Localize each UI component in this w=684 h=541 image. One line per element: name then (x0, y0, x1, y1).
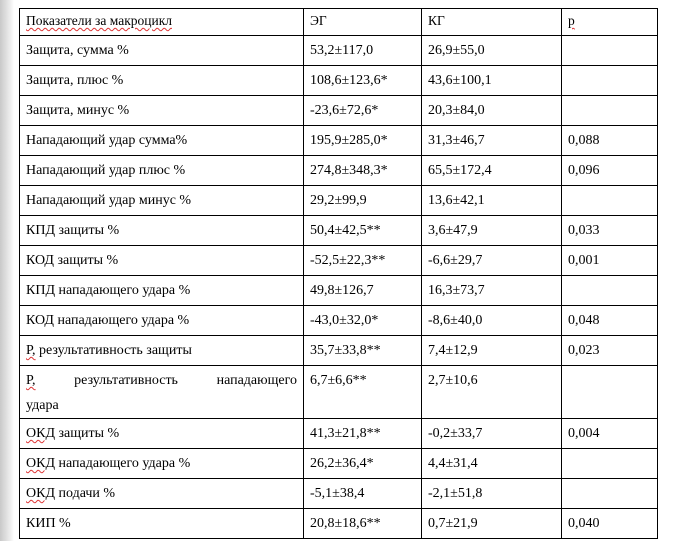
table-row (20, 96, 658, 126)
eg-value-cell: 274,8±348,3* (304, 156, 422, 186)
kg-value-cell: 3,6±47,9 (422, 216, 562, 246)
indicator-label: ОКД защиты % (26, 426, 120, 441)
indicator-cell (20, 276, 304, 306)
indicator-label: Защита, сумма % (26, 43, 129, 58)
indicator-label: ОКД подачи % (26, 486, 116, 501)
page-edge-shadow (0, 0, 14, 541)
indicator-cell (20, 509, 304, 539)
p-value-cell: 0,033 (562, 216, 658, 246)
indicator-label: Нападающий удар плюс % (26, 163, 186, 178)
kg-value-cell: 4,4±31,4 (422, 449, 562, 479)
kg-value-cell: 65,5±172,4 (422, 156, 562, 186)
indicator-cell (20, 246, 304, 276)
eg-value-cell: 49,8±126,7 (304, 276, 422, 306)
p-value-cell (562, 96, 658, 126)
p-value-cell (562, 449, 658, 479)
header-indicator: Показатели за макроцикл (20, 9, 304, 36)
table-row (20, 336, 658, 366)
table-row (20, 126, 658, 156)
kg-value-cell: -8,6±40,0 (422, 306, 562, 336)
p-value-cell: 0,088 (562, 126, 658, 156)
eg-value-cell: -23,6±72,6* (304, 96, 422, 126)
kg-value-cell: 31,3±46,7 (422, 126, 562, 156)
eg-value-cell: 26,2±36,4* (304, 449, 422, 479)
indicator-cell (20, 449, 304, 479)
indicator-label: Защита, плюс % (26, 73, 124, 88)
p-value-cell (562, 479, 658, 509)
kg-value-cell: -6,6±29,7 (422, 246, 562, 276)
indicator-cell (20, 419, 304, 449)
p-value-cell (562, 276, 658, 306)
kg-value-cell: -2,1±51,8 (422, 479, 562, 509)
eg-value-cell: 50,4±42,5** (304, 216, 422, 246)
indicator-label-line1: Р, результативность нападающего (26, 373, 297, 388)
eg-value-cell: -52,5±22,3** (304, 246, 422, 276)
table-row (20, 419, 658, 449)
indicator-cell (20, 156, 304, 186)
p-value-cell (562, 366, 658, 419)
kg-value-cell: 7,4±12,9 (422, 336, 562, 366)
p-value-cell: 0,040 (562, 509, 658, 539)
eg-value-cell: 29,2±99,9 (304, 186, 422, 216)
p-value-cell (562, 36, 658, 66)
kg-value-cell: 20,3±84,0 (422, 96, 562, 126)
indicator-cell (20, 366, 304, 419)
header-eg: ЭГ (304, 9, 422, 36)
indicator-label: Нападающий удар минус % (26, 193, 192, 208)
table-row (20, 276, 658, 306)
p-value-cell: 0,004 (562, 419, 658, 449)
table-row (20, 479, 658, 509)
table-row (20, 366, 658, 419)
table-row (20, 509, 658, 539)
kg-value-cell: 13,6±42,1 (422, 186, 562, 216)
indicator-label: КОД нападающего удара % (26, 313, 190, 328)
indicator-label: КИП % (26, 516, 71, 531)
table-row (20, 36, 658, 66)
table-row (20, 216, 658, 246)
indicator-label: КПД нападающего удара % (26, 283, 191, 298)
indicator-label: КПД защиты % (26, 223, 120, 238)
results-table (19, 8, 658, 539)
indicator-cell (20, 336, 304, 366)
indicator-cell (20, 36, 304, 66)
header-p: р (562, 9, 658, 36)
eg-value-cell: 53,2±117,0 (304, 36, 422, 66)
indicator-cell (20, 306, 304, 336)
indicator-cell (20, 479, 304, 509)
eg-value-cell: 195,9±285,0* (304, 126, 422, 156)
p-value-cell (562, 66, 658, 96)
indicator-label: КОД защиты % (26, 253, 119, 268)
kg-value-cell: -0,2±33,7 (422, 419, 562, 449)
indicator-label: Нападающий удар сумма% (26, 133, 188, 148)
eg-value-cell: -5,1±38,4 (304, 479, 422, 509)
eg-value-cell: 108,6±123,6* (304, 66, 422, 96)
indicator-cell (20, 126, 304, 156)
p-value-cell: 0,023 (562, 336, 658, 366)
eg-value-cell: 41,3±21,8** (304, 419, 422, 449)
indicator-label-line2: удара (26, 398, 59, 413)
p-value-cell (562, 186, 658, 216)
eg-value-cell: 20,8±18,6** (304, 509, 422, 539)
table-header-row (20, 9, 658, 36)
p-value-cell: 0,096 (562, 156, 658, 186)
kg-value-cell: 16,3±73,7 (422, 276, 562, 306)
indicator-label: Защита, минус % (26, 103, 130, 118)
indicator-cell (20, 96, 304, 126)
indicator-cell (20, 216, 304, 246)
p-value-cell: 0,001 (562, 246, 658, 276)
table-row (20, 246, 658, 276)
p-value-cell: 0,048 (562, 306, 658, 336)
table-row (20, 449, 658, 479)
kg-value-cell: 2,7±10,6 (422, 366, 562, 419)
kg-value-cell: 0,7±21,9 (422, 509, 562, 539)
indicator-cell (20, 186, 304, 216)
eg-value-cell: 6,7±6,6** (304, 366, 422, 419)
table-row (20, 306, 658, 336)
table-row (20, 186, 658, 216)
eg-value-cell: -43,0±32,0* (304, 306, 422, 336)
indicator-label: Р, результативность защиты (26, 343, 192, 358)
table-row (20, 156, 658, 186)
header-kg: КГ (422, 9, 562, 36)
kg-value-cell: 26,9±55,0 (422, 36, 562, 66)
indicator-cell (20, 66, 304, 96)
eg-value-cell: 35,7±33,8** (304, 336, 422, 366)
table-row (20, 66, 658, 96)
indicator-label: ОКД нападающего удара % (26, 456, 191, 471)
kg-value-cell: 43,6±100,1 (422, 66, 562, 96)
